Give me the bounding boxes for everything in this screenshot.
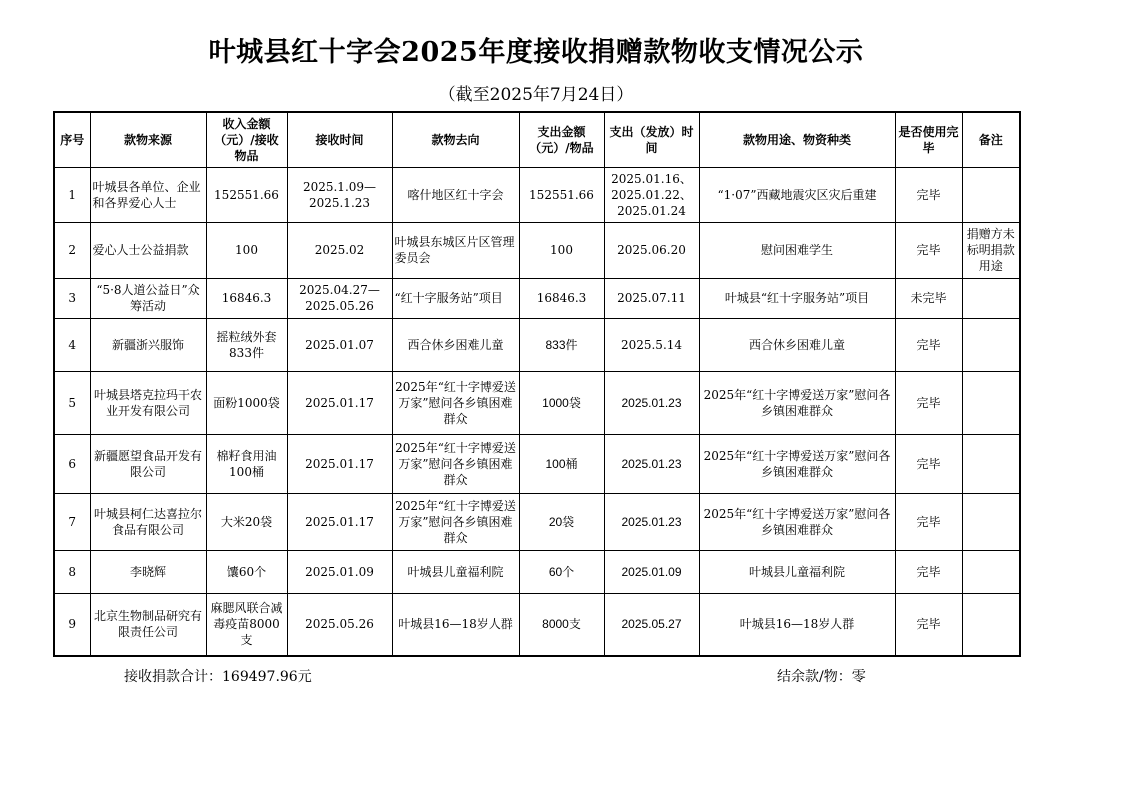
cell-done: 完毕: [895, 222, 962, 278]
balance-remaining: 结余款/物：零: [777, 669, 866, 685]
cell-purpose: 叶城县儿童福利院: [699, 550, 895, 593]
table-row: [54, 593, 1020, 656]
cell-no: 6: [54, 434, 90, 493]
cell-expense-time: 2025.01.16、2025.01.22、2025.01.24: [604, 167, 699, 222]
cell-expense: 60个: [519, 550, 604, 593]
header-cell: 款物来源: [90, 112, 206, 167]
cell-note: [962, 434, 1020, 493]
cell-done: 完毕: [895, 167, 962, 222]
cell-expense: 100: [519, 222, 604, 278]
cell-no: 8: [54, 550, 90, 593]
cell-destination: 西合休乡困难儿童: [392, 318, 519, 371]
cell-note: [962, 371, 1020, 434]
total-received: 接收捐款合计：169497.96元: [124, 669, 312, 685]
cell-income: 棉籽食用油100桶: [206, 434, 287, 493]
header-cell: 序号: [54, 112, 90, 167]
cell-expense-time: 2025.5.14: [604, 318, 699, 371]
cell-source: 叶城县塔克拉玛干农业开发有限公司: [90, 371, 206, 434]
cell-destination: 2025年“红十字博爱送万家”慰问各乡镇困难群众: [392, 371, 519, 434]
cell-purpose: 2025年“红十字博爱送万家”慰问各乡镇困难群众: [699, 434, 895, 493]
cell-no: 2: [54, 222, 90, 278]
donation-table: [53, 111, 1021, 657]
cell-income: 152551.66: [206, 167, 287, 222]
cell-done: 完毕: [895, 318, 962, 371]
cell-income: 面粉1000袋: [206, 371, 287, 434]
header-cell: 款物去向: [392, 112, 519, 167]
cell-expense-time: 2025.06.20: [604, 222, 699, 278]
cell-source: 新疆愿望食品开发有限公司: [90, 434, 206, 493]
cell-recv-time: 2025.04.27—2025.05.26: [287, 278, 392, 318]
cell-income: 16846.3: [206, 278, 287, 318]
cell-done: 完毕: [895, 371, 962, 434]
cell-done: 完毕: [895, 550, 962, 593]
cell-recv-time: 2025.02: [287, 222, 392, 278]
cell-source: 新疆浙兴服饰: [90, 318, 206, 371]
header-cell: 接收时间: [287, 112, 392, 167]
table-row: [54, 318, 1020, 371]
cell-expense-time: 2025.01.23: [604, 493, 699, 550]
cell-no: 7: [54, 493, 90, 550]
cell-purpose: 叶城县“红十字服务站”项目: [699, 278, 895, 318]
cell-note: [962, 493, 1020, 550]
cell-expense-time: 2025.07.11: [604, 278, 699, 318]
table-header-row: [54, 112, 1020, 167]
table-row: [54, 493, 1020, 550]
cell-source: 北京生物制品研究有限责任公司: [90, 593, 206, 656]
cell-purpose: “1·07”西藏地震灾区灾后重建: [699, 167, 895, 222]
cell-recv-time: 2025.01.17: [287, 371, 392, 434]
page-subtitle: （截至2025年7月24日）: [438, 85, 634, 105]
cell-note: [962, 278, 1020, 318]
cell-expense: 1000袋: [519, 371, 604, 434]
cell-income: 馕60个: [206, 550, 287, 593]
cell-done: 完毕: [895, 493, 962, 550]
cell-income: 大米20袋: [206, 493, 287, 550]
cell-recv-time: 2025.01.17: [287, 434, 392, 493]
cell-source: 叶城县各单位、企业和各界爱心人士: [90, 167, 206, 222]
cell-expense: 152551.66: [519, 167, 604, 222]
table-row: [54, 371, 1020, 434]
cell-expense: 16846.3: [519, 278, 604, 318]
cell-expense: 100桶: [519, 434, 604, 493]
cell-expense: 833件: [519, 318, 604, 371]
cell-note: [962, 318, 1020, 371]
cell-no: 3: [54, 278, 90, 318]
cell-source: 爱心人士公益捐款: [90, 222, 206, 278]
cell-destination: 2025年“红十字博爱送万家”慰问各乡镇困难群众: [392, 434, 519, 493]
cell-done: 未完毕: [895, 278, 962, 318]
header-cell: 款物用途、物资种类: [699, 112, 895, 167]
cell-purpose: 西合休乡困难儿童: [699, 318, 895, 371]
table-row: [54, 278, 1020, 318]
cell-purpose: 叶城县16—18岁人群: [699, 593, 895, 656]
table-row: [54, 434, 1020, 493]
cell-destination: “红十字服务站”项目: [392, 278, 519, 318]
cell-recv-time: 2025.05.26: [287, 593, 392, 656]
cell-source: “5·8人道公益日”众筹活动: [90, 278, 206, 318]
cell-recv-time: 2025.01.09: [287, 550, 392, 593]
cell-income: 100: [206, 222, 287, 278]
table-row: [54, 222, 1020, 278]
cell-no: 9: [54, 593, 90, 656]
cell-note: [962, 167, 1020, 222]
header-cell: 备注: [962, 112, 1020, 167]
header-cell: 支出金额（元）/物品: [519, 112, 604, 167]
cell-destination: 叶城县16—18岁人群: [392, 593, 519, 656]
cell-expense: 8000支: [519, 593, 604, 656]
cell-destination: 叶城县儿童福利院: [392, 550, 519, 593]
header-cell: 是否使用完毕: [895, 112, 962, 167]
cell-source: 叶城县柯仁达喜拉尔食品有限公司: [90, 493, 206, 550]
table-row: [54, 550, 1020, 593]
cell-expense-time: 2025.01.23: [604, 371, 699, 434]
cell-purpose: 2025年“红十字博爱送万家”慰问各乡镇困难群众: [699, 493, 895, 550]
cell-no: 1: [54, 167, 90, 222]
cell-destination: 叶城县东城区片区管理委员会: [392, 222, 519, 278]
header-cell: 支出（发放）时间: [604, 112, 699, 167]
cell-destination: 2025年“红十字博爱送万家”慰问各乡镇困难群众: [392, 493, 519, 550]
cell-expense: 20袋: [519, 493, 604, 550]
cell-source: 李晓辉: [90, 550, 206, 593]
cell-purpose: 慰问困难学生: [699, 222, 895, 278]
cell-note: [962, 550, 1020, 593]
cell-recv-time: 2025.1.09—2025.1.23: [287, 167, 392, 222]
cell-recv-time: 2025.01.07: [287, 318, 392, 371]
cell-recv-time: 2025.01.17: [287, 493, 392, 550]
cell-destination: 喀什地区红十字会: [392, 167, 519, 222]
cell-note: 捐赠方未标明捐款用途: [962, 222, 1020, 278]
cell-expense-time: 2025.01.09: [604, 550, 699, 593]
page-title: 叶城县红十字会2025年度接收捐赠款物收支情况公示: [208, 37, 864, 68]
cell-income: 摇粒绒外套833件: [206, 318, 287, 371]
cell-no: 4: [54, 318, 90, 371]
cell-note: [962, 593, 1020, 656]
cell-purpose: 2025年“红十字博爱送万家”慰问各乡镇困难群众: [699, 371, 895, 434]
cell-expense-time: 2025.01.23: [604, 434, 699, 493]
header-cell: 收入金额（元）/接收物品: [206, 112, 287, 167]
cell-done: 完毕: [895, 434, 962, 493]
cell-no: 5: [54, 371, 90, 434]
cell-expense-time: 2025.05.27: [604, 593, 699, 656]
cell-income: 麻腮风联合减毒疫苗8000支: [206, 593, 287, 656]
cell-done: 完毕: [895, 593, 962, 656]
table-row: [54, 167, 1020, 222]
